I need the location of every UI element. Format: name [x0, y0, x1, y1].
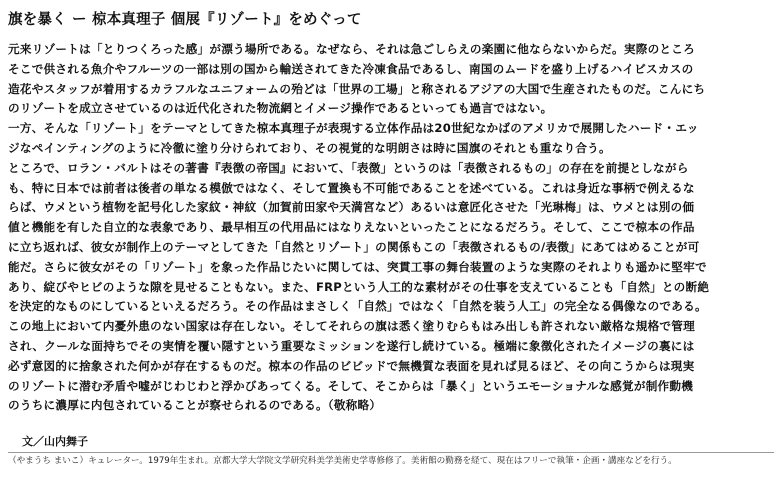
body-line: 必ず意図的に捨象された何かが存在するものだ。椋本の作品のビビッドで無機質な表面を見れば見るほど、その向こうからは現実	[8, 358, 695, 373]
body-line: あり、綻びやヒビのような隙を見せることもない。また、FRPという人工的な素材がその仕事を支えていることも「自然」との断絶	[8, 279, 710, 294]
author-credit: 文／山内舞子	[22, 435, 88, 448]
body-line: され、クールな面持ちでその実情を覆い隠すという重要なミッションを遂行し続けている。極端に象徴化されたイメージの裏には	[8, 338, 695, 353]
body-line: らば、ウメという植物を記号化した家紋・神紋（加賀前田家や天満宮など）あるいは意匠化させた「光琳梅」は、ウメとは別の価	[8, 200, 695, 215]
article-title: 旗を暴く ー 椋本真理子 個展『リゾート』をめぐって	[8, 12, 362, 28]
body-line: 能だ。さらに彼女がその「リゾート」を象った作品じたいに関しては、突貫工事の舞台装置のような実際のそれよりも遥かに堅牢で	[8, 259, 707, 274]
body-line: も、特に日本では前者は後者の単なる模倣ではなく、そして置換も不可能であることを述べている。これは身近な事柄で例えるな	[8, 180, 695, 195]
body-line: を決定的なものにしているといえるだろう。その作品はまさしく「自然」ではなく「自然を装う人工」の完全なる偶像なのである。	[8, 299, 707, 314]
body-line: のリゾートに潜む矛盾や嘘がじわじわと浮かびあってくる。そして、そこからは「暴く」というエモーショナルな感覚が制作動機	[8, 378, 694, 393]
body-line: そこで供される魚介やフルーツの一部は別の国から輸送されてきた冷凍食品であるし、南国のムードを盛り上げるハイビスカスの	[8, 61, 694, 76]
author-bio: （やまうち まいこ）キュレーター。1979年生まれ。京都大学大学院文学研究科美学美術史学専修修了。美術館の勤務を経て、現在はフリーで執筆・企画・講座などを行う。	[8, 456, 677, 466]
body-line: 一方、そんな「リゾート」をテーマとしてきた椋本真理子が表現する立体作品は20世紀なかばのアメリカで展開したハード・エッ	[8, 121, 699, 136]
body-line: のリゾートを成立させているのは近代化された物流網とイメージ操作であるといっても過言ではない。	[8, 101, 553, 116]
body-line: のうちに濃厚に内包されていることが察せられるのである。（敬称略）	[8, 398, 382, 413]
body-line: ところで、ロラン・バルトはその著書『表徴の帝国』において、「表徴」というのは「表徴されるもの」の存在を前提としながら	[8, 160, 689, 175]
body-line: ジなペインティングのように冷徹に塗り分けられており、その視覚的な明朗さは時に国旗のそれとも重なり合う。	[8, 140, 611, 155]
divider	[8, 452, 774, 453]
body-line: 元来リゾートは「とりつくろった感」が漂う場所である。なぜなら、それは急ごしらえの楽園に他ならないからだ。実際のところ	[8, 42, 695, 56]
body-line: に立ち返れば、彼女が制作上のテーマとしてきた「自然とリゾート」の関係もこの「表徴されるもの/表徴」にあてはめることが可	[8, 239, 700, 254]
article-body	[8, 40, 774, 416]
body-line: 値と機能を有した自立的な表象であり、最早相互の代用品にはなりえないといったことになるだろう。そして、ここで椋本の作品	[8, 220, 695, 235]
body-line: この地上において内憂外患のない国家は存在しない。そしてそれらの旗は悉く塗りむらもはみ出しも許されない厳格な規格で管理	[8, 319, 695, 334]
body-line: 造花やスタッフが着用するカラフルなユニフォームの殆どは「世界の工場」と称されるアジアの大国で生産されたものだ。こんにち	[8, 81, 706, 96]
